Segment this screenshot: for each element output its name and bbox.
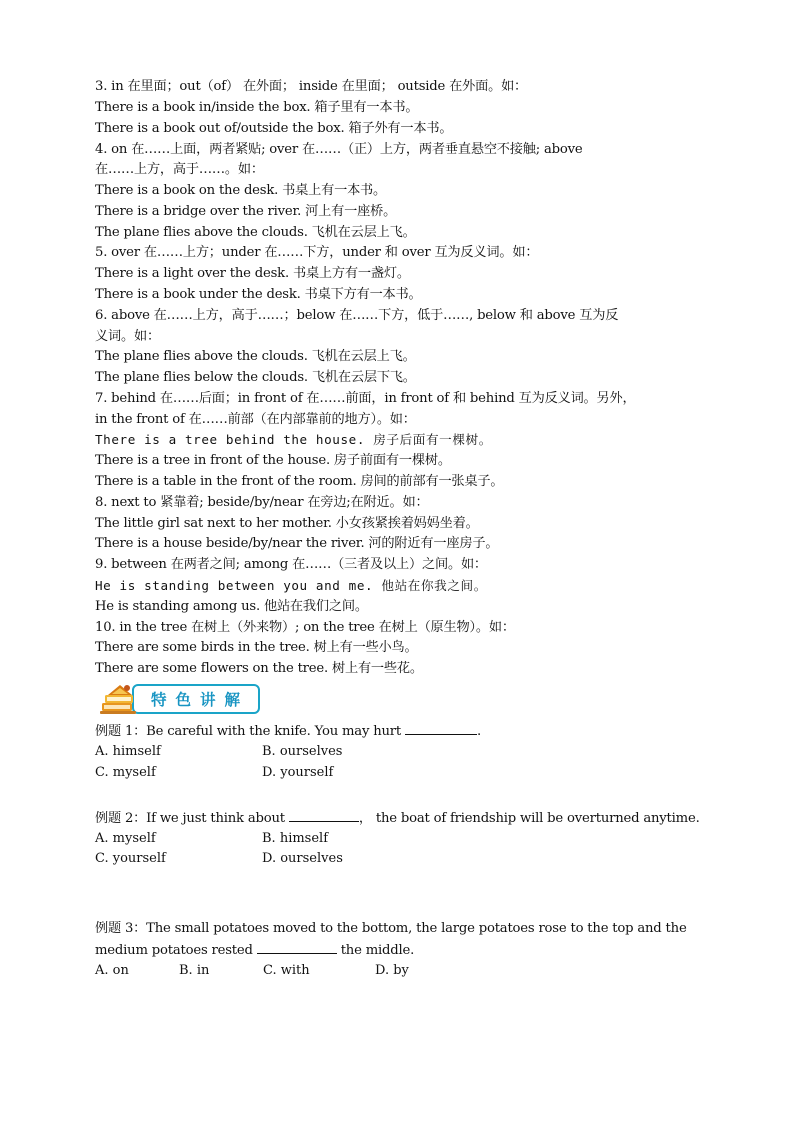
note-line: 3. in 在里面；out（of） 在外面； inside 在里面； outside 在外面。如： [95,79,528,94]
example-1-options [95,764,495,782]
example-3-options [95,962,515,980]
note-line: 4. on 在……上面，两者紧贴; over 在……（正）上方，两者垂直悬空不接触; above [95,142,583,157]
option-c[interactable]: C. yourself [95,851,166,866]
note-line: There are some flowers on the tree. 树上有一些花。 [95,661,423,676]
note-line: 5. over 在……上方；under 在……下方，under 和 over 互为反义词。如： [95,245,539,260]
banner-box [132,684,260,714]
note-line: The little girl sat next to her mother. 小女孩紧挨着妈妈坐着。 [95,516,479,531]
option-b[interactable]: B. ourselves [262,744,343,759]
option-a[interactable]: A. myself [95,831,156,846]
note-line: 9. between 在两者之间; among 在……（三者及以上）之间。如： [95,557,487,572]
answer-blank[interactable] [405,722,477,735]
option-c[interactable]: C. myself [95,765,156,780]
example-1-options [95,743,495,761]
example-3-prompt-line1: 例题 3：The small potatoes moved to the bottom, the large potatoes rose to the top and the [95,921,687,936]
note-line: There is a table in the front of the room. 房间的前部有一张桌子。 [95,474,504,489]
section-banner [96,679,266,719]
note-line: The plane flies below the clouds. 飞机在云层下飞。 [95,370,416,385]
note-line: 7. behind 在……后面；in front of 在……前面，in front of 和 behind 互为反义词。另外， [95,391,636,406]
note-line: in the front of 在……前部（在内部靠前的地方）。如： [95,412,416,427]
example-1-text: 例题 1：Be careful with the knife. You may hurt [95,724,405,739]
note-line: 10. in the tree 在树上（外来物）; on the tree 在树上（原生物）。如： [95,620,515,635]
example-2-text: 例题 2：If we just think about [95,811,289,826]
option-a[interactable]: A. on [95,963,129,978]
note-line: 在……上方，高于……。如： [95,162,264,177]
banner-title: 特色讲解 [150,691,249,709]
note-line: There is a bridge over the river. 河上有一座桥。 [95,204,397,219]
example-3-text-end: the middle. [336,943,415,958]
note-line: There is a tree behind the house. 房子后面有一棵树。 [95,432,492,447]
example-2-text-end: ， the boat of friendship will be overturned anytime. [358,811,700,826]
note-line: There is a book in/inside the box. 箱子里有一本书。 [95,100,419,115]
note-line: The plane flies above the clouds. 飞机在云层上飞。 [95,225,416,240]
option-d[interactable]: D. yourself [262,765,334,780]
example-3-text: medium potatoes rested [95,943,257,958]
note-line: He is standing between you and me. 他站在你我之间。 [95,578,487,593]
note-line: There is a book on the desk. 书桌上有一本书。 [95,183,387,198]
note-line: There is a light over the desk. 书桌上方有一盏灯。 [95,266,410,281]
option-d[interactable]: D. ourselves [262,851,343,866]
note-line: There is a book out of/outside the box. 箱子外有一本书。 [95,121,453,136]
note-line: He is standing among us. 他站在我们之间。 [95,599,368,614]
example-2-prompt [95,809,700,828]
option-b[interactable]: B. in [179,963,210,978]
option-d[interactable]: D. by [375,963,409,978]
note-line: There is a tree in front of the house. 房子前面有一棵树。 [95,453,451,468]
example-2-options [95,830,495,848]
example-1-prompt [95,722,481,741]
answer-blank[interactable] [289,809,359,822]
books-icon [96,679,144,719]
option-b[interactable]: B. himself [262,831,329,846]
note-line: 6. above 在……上方，高于……；below 在……下方，低于……, below 和 above 互为反 [95,308,619,323]
example-3-prompt-line2 [95,941,414,960]
option-c[interactable]: C. with [263,963,310,978]
note-line: 义词。如： [95,329,160,344]
note-line: There are some birds in the tree. 树上有一些小鸟。 [95,640,418,655]
note-line: The plane flies above the clouds. 飞机在云层上飞。 [95,349,416,364]
note-line: There is a book under the desk. 书桌下方有一本书。 [95,287,422,302]
answer-blank[interactable] [257,941,337,954]
option-a[interactable]: A. himself [95,744,161,759]
note-line: 8. next to 紧靠着; beside/by/near 在旁边;在附近。如： [95,495,429,510]
example-1-text-end: . [477,724,481,739]
example-2-options [95,850,495,868]
note-line: There is a house beside/by/near the river. 河的附近有一座房子。 [95,536,499,551]
